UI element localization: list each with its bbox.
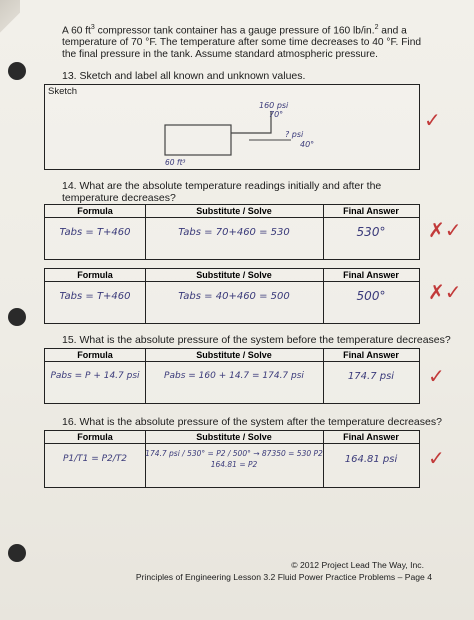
q16-table [44,430,420,488]
header-substitute-solve: Substitute / Solve [196,270,272,280]
solve-cell [145,431,323,487]
problem-text: compressor tank container has a gauge pressure of 160 lb/in. [94,25,375,37]
solve-cell: Tabs = 70+460 = 530 [178,226,290,238]
check-mark-icon: ✓ [428,364,445,388]
footer-copyright: © 2012 Project Lead The Way, Inc. [291,560,424,570]
header-final-answer: Final Answer [343,350,399,360]
answer-cell: 530° [356,225,386,239]
header-final-answer: Final Answer [343,270,399,280]
header-substitute-solve: Substitute / Solve [196,206,272,216]
header-formula: Formula [77,206,113,216]
header-substitute-solve: Substitute / Solve [196,432,272,442]
superscript: 3 [90,24,95,31]
header-final-answer: Final Answer [343,206,399,216]
answer-cell: 174.7 psi [347,370,395,382]
check-mark-icon: ✗✓ [428,280,462,304]
question-14-label: 14. What are the absolute temperature readings initially and after the temperature decreases? [62,180,382,204]
question-15-label: 15. What is the absolute pressure of the system before the temperature decreases? [62,334,451,346]
sketch-pressure-label: 160 psi [259,101,289,110]
page-fold [0,0,20,34]
sketch-temp-initial-label: 70° [269,110,284,119]
q14-table-final [44,268,420,324]
header-substitute-solve: Substitute / Solve [196,350,272,360]
header-formula: Formula [77,270,113,280]
solve-line: 174.7 psi / 530° = P2 / 500° → 87350 = 530 P2 [145,449,323,458]
sketch-volume-label: 60 ft³ [165,158,186,167]
q14-table-initial [44,204,420,260]
formula-cell: Pabs = P + 14.7 psi [50,371,140,381]
solve-line: 164.81 = P2 [210,460,258,469]
solve-cell: Pabs = 160 + 14.7 = 174.7 psi [164,371,304,381]
question-16-label: 16. What is the absolute pressure of the system after the temperature decreases? [62,416,442,428]
answer-cell: 500° [356,289,386,303]
formula-cell: Tabs = T+460 [59,290,131,302]
q15-table [44,348,420,404]
check-mark-icon: ✓ [428,446,445,470]
formula-cell: Tabs = T+460 [59,226,131,238]
sketch-temp-final-label: 40° [300,140,315,149]
sketch-title: Sketch [48,86,78,97]
sketch-unknown-pressure-label: ? psi [285,130,304,139]
header-formula: Formula [77,350,113,360]
punch-hole-icon [8,544,26,562]
header-final-answer: Final Answer [343,432,399,442]
solve-cell: Tabs = 40+460 = 500 [178,290,290,302]
check-mark-icon: ✓ [424,108,441,132]
question-13-label: 13. Sketch and label all known and unknown values. [62,70,306,82]
header-formula: Formula [77,432,113,442]
tank-sketch [45,85,421,171]
problem-statement [62,22,422,61]
superscript: 2 [374,24,379,31]
punch-hole-icon [8,308,26,326]
problem-text: and a temperature of 70 °F. The temperature after some time decreases to 40 °F. Find the final pressure in the tank. Assume standard atmospheric pressure. [62,25,422,61]
check-mark-icon: ✗✓ [428,218,462,242]
punch-hole-icon [8,62,26,80]
sketch-box [44,84,420,170]
footer-course: Principles of Engineering Lesson 3.2 Fluid Power Practice Problems – Page 4 [135,572,432,582]
problem-text: A 60 ft [62,25,91,37]
formula-cell: P1/T1 = P2/T2 [62,454,128,464]
answer-cell: 164.81 psi [344,453,398,465]
